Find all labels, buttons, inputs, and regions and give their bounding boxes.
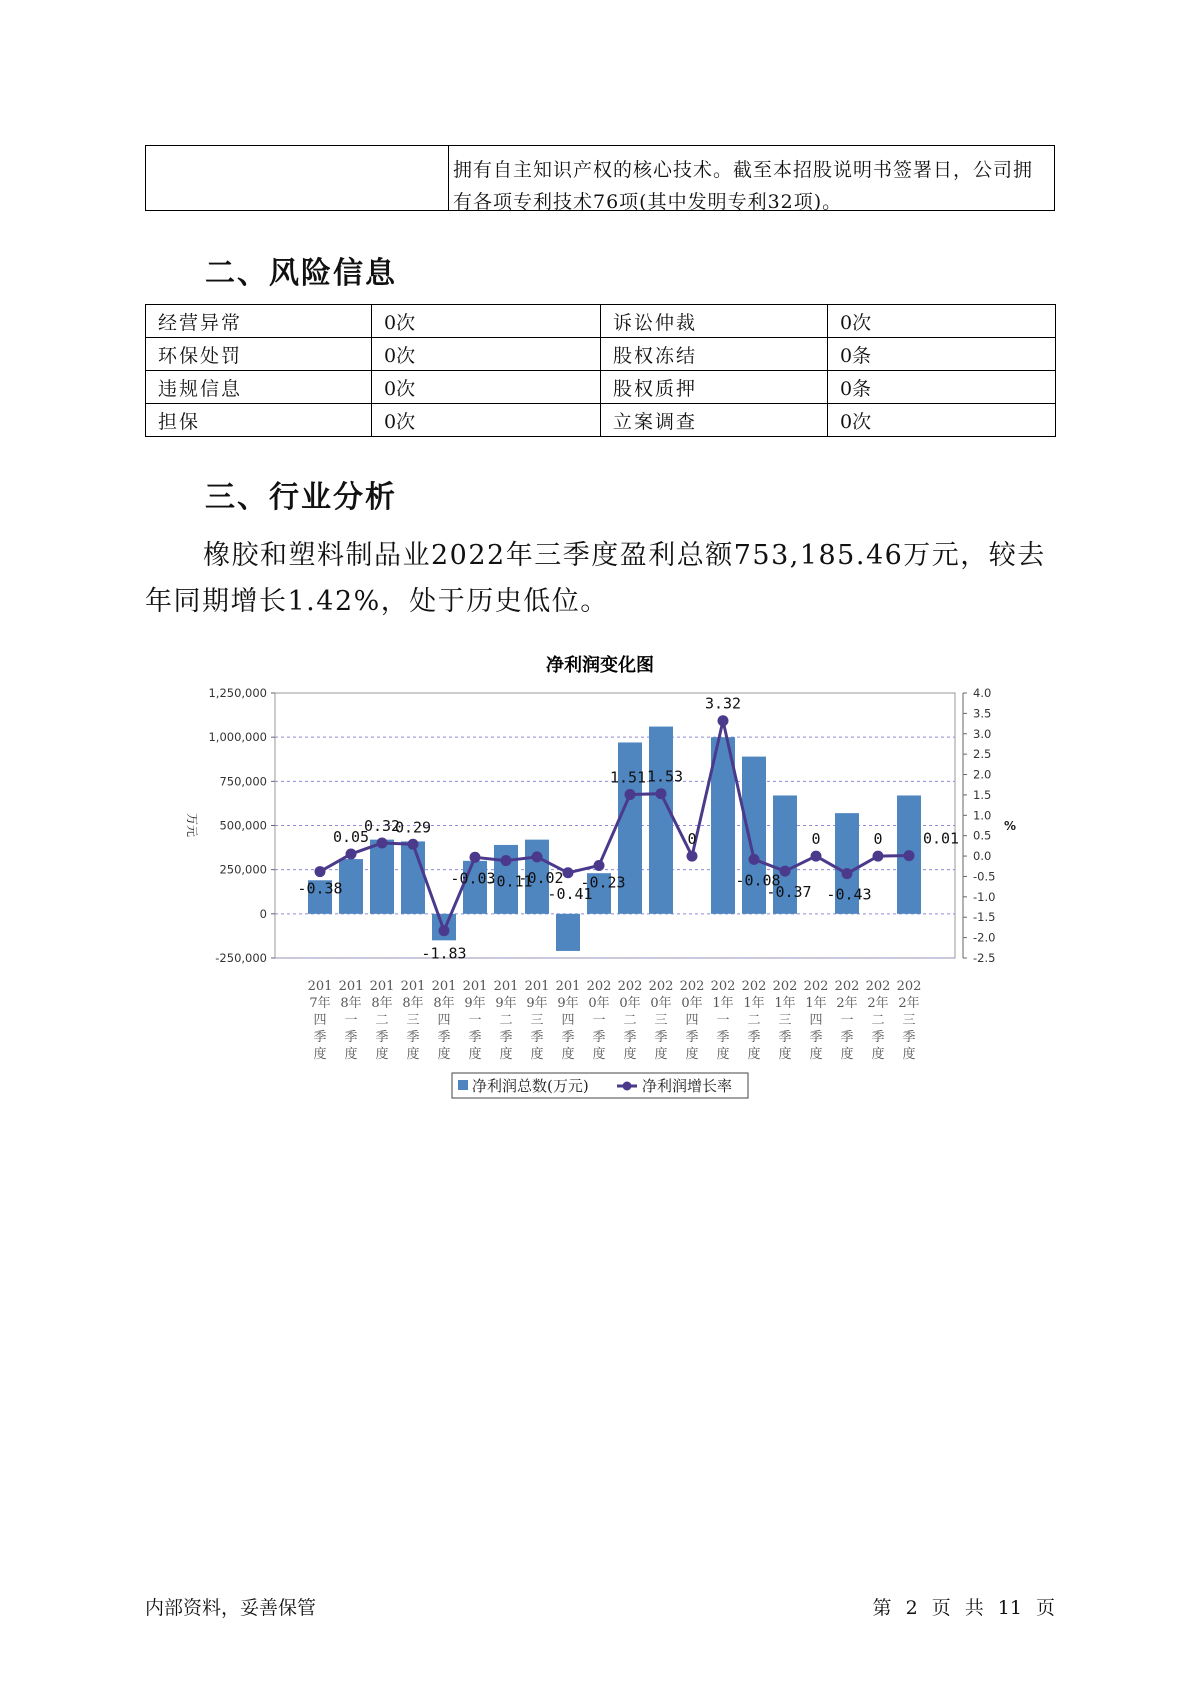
x-category-label: 201 bbox=[338, 979, 364, 994]
growth-rate-point bbox=[470, 852, 481, 863]
x-category-label: 一 bbox=[468, 1013, 482, 1028]
section2-title: 二、风险信息 bbox=[205, 256, 397, 291]
growth-rate-label: 0 bbox=[687, 830, 697, 849]
x-category-label: 三 bbox=[902, 1013, 916, 1028]
x-category-label: 三 bbox=[654, 1013, 668, 1028]
growth-rate-label: 1.51 bbox=[609, 768, 647, 787]
x-category-label: 度 bbox=[530, 1047, 544, 1062]
right-tick-label: 3.5 bbox=[973, 706, 992, 721]
growth-rate-point bbox=[439, 925, 450, 936]
x-category-label: 9年 bbox=[557, 996, 579, 1011]
x-category-label: 202 bbox=[865, 979, 891, 994]
x-category-label: 二 bbox=[499, 1013, 513, 1028]
x-category-label: 度 bbox=[685, 1047, 699, 1062]
risk-value: 0条 bbox=[828, 371, 1056, 404]
left-tick-label: -250,000 bbox=[215, 951, 267, 965]
growth-rate-point bbox=[656, 788, 667, 799]
right-tick-label: -2.5 bbox=[973, 951, 996, 965]
x-category-label: 度 bbox=[592, 1047, 606, 1062]
risk-value: 0条 bbox=[828, 338, 1056, 371]
x-category-label: 0年 bbox=[588, 996, 610, 1011]
x-category-label: 四 bbox=[313, 1013, 327, 1028]
growth-rate-label: -0.08 bbox=[735, 871, 781, 890]
x-category-label: 1年 bbox=[743, 996, 765, 1011]
growth-rate-label: -0.37 bbox=[766, 883, 812, 902]
x-category-label: 季 bbox=[747, 1030, 761, 1045]
x-category-label: 201 bbox=[555, 979, 581, 994]
x-category-label: 二 bbox=[871, 1013, 885, 1028]
x-category-label: 季 bbox=[871, 1030, 885, 1045]
x-category-label: 202 bbox=[617, 979, 643, 994]
x-category-label: 二 bbox=[375, 1013, 389, 1028]
left-tick-label: 1,000,000 bbox=[208, 730, 267, 745]
x-category-label: 四 bbox=[561, 1013, 575, 1028]
growth-rate-point bbox=[749, 854, 760, 865]
growth-rate-point bbox=[501, 855, 512, 866]
growth-rate-label: 0.32 bbox=[363, 817, 401, 836]
bar bbox=[649, 727, 673, 914]
growth-rate-point bbox=[594, 860, 605, 871]
x-category-label: 四 bbox=[685, 1013, 699, 1028]
growth-rate-point bbox=[718, 715, 729, 726]
right-axis-title: % bbox=[1003, 819, 1017, 833]
growth-rate-point bbox=[687, 851, 698, 862]
footer-page-number: 第 2 页 共 11 页 bbox=[872, 1597, 1055, 1619]
risk-key: 股权质押 bbox=[601, 371, 828, 404]
x-category-label: 度 bbox=[561, 1047, 575, 1062]
growth-rate-label: -0.43 bbox=[826, 885, 872, 904]
left-tick-label: 1,250,000 bbox=[208, 686, 267, 700]
growth-rate-label: 0 bbox=[873, 830, 883, 849]
x-category-label: 201 bbox=[524, 979, 550, 994]
x-category-label: 0年 bbox=[681, 996, 703, 1011]
bar bbox=[556, 914, 580, 951]
x-category-label: 三 bbox=[530, 1013, 544, 1028]
x-category-label: 季 bbox=[313, 1030, 327, 1045]
industry-paragraph: 橡胶和塑料制品业2022年三季度盈利总额753,185.46万元，较去年同期增长1.42%，处于历史低位。 bbox=[145, 540, 1046, 617]
risk-value: 0次 bbox=[372, 404, 601, 437]
x-category-label: 季 bbox=[561, 1030, 575, 1045]
growth-rate-point bbox=[811, 851, 822, 862]
x-category-label: 度 bbox=[840, 1047, 854, 1062]
left-tick-label: 750,000 bbox=[219, 774, 267, 789]
x-category-label: 202 bbox=[710, 979, 736, 994]
x-category-label: 度 bbox=[747, 1047, 761, 1062]
x-category-label: 度 bbox=[375, 1047, 389, 1062]
right-tick-label: 1.5 bbox=[973, 787, 992, 802]
growth-rate-label: 0.01 bbox=[922, 829, 960, 848]
x-category-label: 202 bbox=[772, 979, 798, 994]
x-category-label: 1年 bbox=[774, 996, 796, 1011]
risk-value: 0次 bbox=[828, 404, 1056, 437]
growth-rate-label: 0.05 bbox=[332, 828, 370, 847]
x-category-label: 一 bbox=[840, 1013, 854, 1028]
growth-rate-label: -0.41 bbox=[547, 884, 593, 903]
bar bbox=[742, 757, 766, 914]
x-category-label: 201 bbox=[462, 979, 488, 994]
footer-confidential: 内部资料，妥善保管 bbox=[145, 1597, 317, 1619]
growth-rate-point bbox=[408, 839, 419, 850]
left-tick-label: 250,000 bbox=[219, 862, 267, 877]
x-category-label: 9年 bbox=[495, 996, 517, 1011]
x-category-label: 202 bbox=[648, 979, 674, 994]
growth-rate-label: 0.29 bbox=[394, 818, 432, 837]
growth-rate-label: -0.02 bbox=[518, 868, 564, 887]
x-category-label: 季 bbox=[809, 1030, 823, 1045]
growth-rate-point bbox=[563, 867, 574, 878]
x-category-label: 季 bbox=[499, 1030, 513, 1045]
x-category-label: 7年 bbox=[309, 996, 331, 1011]
x-category-label: 202 bbox=[834, 979, 860, 994]
x-category-label: 季 bbox=[654, 1030, 668, 1045]
x-category-label: 度 bbox=[809, 1047, 823, 1062]
x-category-label: 度 bbox=[716, 1047, 730, 1062]
growth-rate-point bbox=[904, 850, 915, 861]
x-category-label: 三 bbox=[406, 1013, 420, 1028]
growth-rate-point bbox=[315, 866, 326, 877]
risk-key: 担保 bbox=[146, 404, 372, 437]
growth-rate-point bbox=[532, 851, 543, 862]
x-category-label: 度 bbox=[654, 1047, 668, 1062]
risk-value: 0次 bbox=[372, 371, 601, 404]
x-category-label: 二 bbox=[747, 1013, 761, 1028]
x-category-label: 8年 bbox=[371, 996, 393, 1011]
risk-key: 立案调查 bbox=[601, 404, 828, 437]
x-category-label: 二 bbox=[623, 1013, 637, 1028]
right-tick-label: 0.5 bbox=[973, 828, 992, 843]
x-category-label: 2年 bbox=[867, 996, 889, 1011]
x-category-label: 季 bbox=[344, 1030, 358, 1045]
x-category-label: 季 bbox=[685, 1030, 699, 1045]
x-category-label: 度 bbox=[902, 1047, 916, 1062]
x-category-label: 1年 bbox=[805, 996, 827, 1011]
x-category-label: 201 bbox=[493, 979, 519, 994]
x-category-label: 度 bbox=[871, 1047, 885, 1062]
risk-value: 0次 bbox=[372, 305, 601, 338]
x-category-label: 四 bbox=[437, 1013, 451, 1028]
legend-line-marker bbox=[623, 1082, 632, 1091]
legend-bar-swatch bbox=[458, 1080, 468, 1090]
risk-key: 环保处罚 bbox=[146, 338, 372, 371]
x-category-label: 季 bbox=[375, 1030, 389, 1045]
x-category-label: 201 bbox=[307, 979, 333, 994]
x-category-label: 度 bbox=[406, 1047, 420, 1062]
x-category-label: 度 bbox=[437, 1047, 451, 1062]
x-category-label: 0年 bbox=[619, 996, 641, 1011]
growth-rate-point bbox=[377, 838, 388, 849]
right-tick-label: -2.0 bbox=[973, 930, 996, 945]
x-category-label: 202 bbox=[896, 979, 922, 994]
bar bbox=[339, 859, 363, 914]
growth-rate-point bbox=[346, 849, 357, 860]
risk-key: 股权冻结 bbox=[601, 338, 828, 371]
right-tick-label: -0.5 bbox=[973, 869, 996, 884]
growth-rate-label: -0.23 bbox=[580, 873, 626, 892]
x-category-label: 度 bbox=[623, 1047, 637, 1062]
x-category-label: 季 bbox=[592, 1030, 606, 1045]
risk-key: 违规信息 bbox=[146, 371, 372, 404]
growth-rate-point bbox=[842, 868, 853, 879]
x-category-label: 一 bbox=[344, 1013, 358, 1028]
x-category-label: 季 bbox=[716, 1030, 730, 1045]
chart-title: 净利润变化图 bbox=[546, 655, 654, 676]
growth-rate-label: -0.03 bbox=[450, 869, 496, 888]
x-category-label: 季 bbox=[530, 1030, 544, 1045]
x-category-label: 8年 bbox=[433, 996, 455, 1011]
left-axis-title: 万元 bbox=[185, 812, 199, 838]
x-category-label: 季 bbox=[406, 1030, 420, 1045]
risk-value: 0次 bbox=[828, 305, 1056, 338]
x-category-label: 201 bbox=[400, 979, 426, 994]
x-category-label: 四 bbox=[809, 1013, 823, 1028]
x-category-label: 202 bbox=[803, 979, 829, 994]
x-category-label: 202 bbox=[679, 979, 705, 994]
x-category-label: 2年 bbox=[836, 996, 858, 1011]
growth-rate-point bbox=[873, 851, 884, 862]
x-category-label: 度 bbox=[313, 1047, 327, 1062]
x-category-label: 2年 bbox=[898, 996, 920, 1011]
x-category-label: 9年 bbox=[526, 996, 548, 1011]
growth-rate-label: 1.53 bbox=[646, 767, 684, 786]
right-tick-label: 2.5 bbox=[973, 747, 992, 762]
growth-rate-point bbox=[625, 789, 636, 800]
intro-table-text: 拥有自主知识产权的核心技术。截至本招股说明书签署日，公司拥有各项专利技术76项(其中发明专利32项)。 bbox=[453, 159, 1034, 213]
x-category-label: 9年 bbox=[464, 996, 486, 1011]
right-tick-label: 2.0 bbox=[973, 767, 992, 782]
growth-rate-point bbox=[780, 866, 791, 877]
right-tick-label: 0.0 bbox=[973, 849, 992, 864]
x-category-label: 季 bbox=[623, 1030, 637, 1045]
x-category-label: 202 bbox=[741, 979, 767, 994]
x-category-label: 202 bbox=[586, 979, 612, 994]
section3-title: 三、行业分析 bbox=[205, 480, 397, 515]
x-category-label: 季 bbox=[902, 1030, 916, 1045]
x-category-label: 季 bbox=[437, 1030, 451, 1045]
growth-rate-label: -0.11 bbox=[487, 872, 533, 891]
risk-value: 0次 bbox=[372, 338, 601, 371]
x-category-label: 201 bbox=[431, 979, 457, 994]
right-tick-label: 3.0 bbox=[973, 726, 992, 741]
right-tick-label: 1.0 bbox=[973, 808, 992, 823]
x-category-label: 一 bbox=[716, 1013, 730, 1028]
right-tick-label: -1.0 bbox=[973, 889, 996, 904]
x-category-label: 1年 bbox=[712, 996, 734, 1011]
right-tick-label: -1.5 bbox=[973, 910, 996, 925]
bar bbox=[370, 840, 394, 914]
x-category-label: 度 bbox=[344, 1047, 358, 1062]
risk-key: 经营异常 bbox=[146, 305, 372, 338]
x-category-label: 0年 bbox=[650, 996, 672, 1011]
legend-bar-label: 净利润总数(万元) bbox=[472, 1077, 589, 1095]
x-category-label: 一 bbox=[592, 1013, 606, 1028]
x-category-label: 度 bbox=[778, 1047, 792, 1062]
x-category-label: 三 bbox=[778, 1013, 792, 1028]
x-category-label: 季 bbox=[840, 1030, 854, 1045]
risk-key: 诉讼仲裁 bbox=[601, 305, 828, 338]
growth-rate-label: -0.38 bbox=[297, 879, 343, 898]
legend-line-label: 净利润增长率 bbox=[642, 1077, 733, 1095]
x-category-label: 度 bbox=[499, 1047, 513, 1062]
right-tick-label: 4.0 bbox=[973, 686, 992, 700]
x-category-label: 201 bbox=[369, 979, 395, 994]
growth-rate-label: -1.83 bbox=[421, 944, 467, 963]
x-category-label: 度 bbox=[468, 1047, 482, 1062]
x-category-label: 8年 bbox=[340, 996, 362, 1011]
left-tick-label: 500,000 bbox=[219, 818, 267, 833]
x-category-label: 季 bbox=[778, 1030, 792, 1045]
growth-rate-label: 0 bbox=[811, 830, 821, 849]
growth-rate-label: 3.32 bbox=[704, 694, 742, 713]
left-tick-label: 0 bbox=[259, 906, 267, 921]
bar bbox=[401, 841, 425, 913]
x-category-label: 季 bbox=[468, 1030, 482, 1045]
x-category-label: 8年 bbox=[402, 996, 424, 1011]
